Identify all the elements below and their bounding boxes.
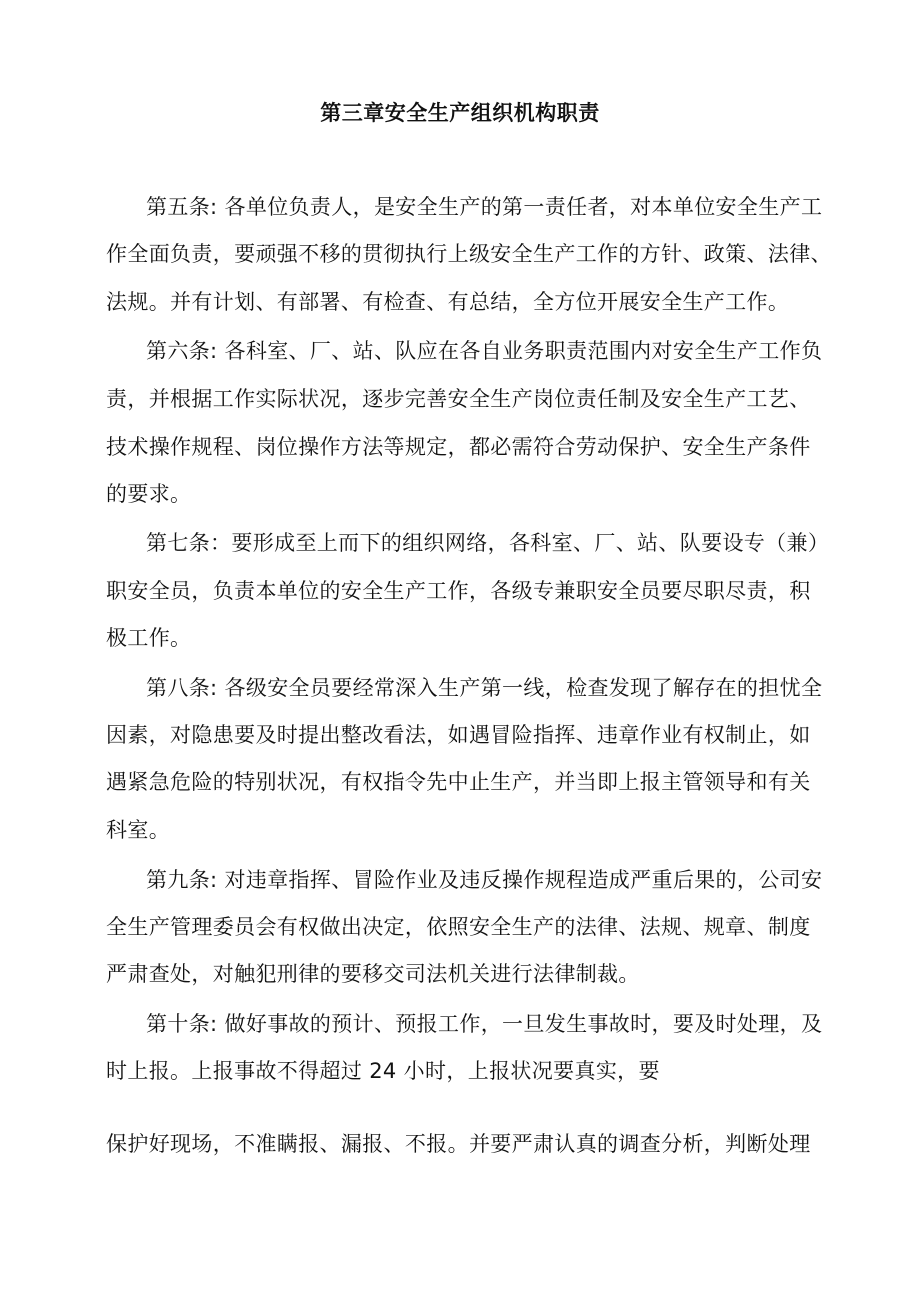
text-line: 时上报。上报事故不得超过 24 小时，上报状况要真实，要 <box>106 1059 660 1083</box>
text-line: 第七条：要形成至上而下的组织网络，各科室、厂、站、队要设专（兼） <box>146 531 830 555</box>
text-line: 科室。 <box>106 818 171 842</box>
text-line: 第五条: 各单位负责人，是安全生产的第一责任者，对本单位安全生产工 <box>146 195 823 219</box>
text-line: 极工作。 <box>106 626 192 650</box>
text-line: 的要求。 <box>106 482 192 506</box>
text-line: 第九条: 对违章指挥、冒险作业及违反操作规程造成严重后果的，公司安 <box>146 868 823 892</box>
text-line: 第八条: 各级安全员要经常深入生产第一线，检查发现了解存在的担忧全 <box>146 676 823 700</box>
text-line: 全生产管理委员会有权做出决定，依照安全生产的法律、法规、规章、制度 <box>106 915 811 939</box>
text-line: 严肃查处，对触犯刑律的要移交司法机关进行法律制裁。 <box>106 962 640 986</box>
text-line: 法规。并有计划、有部署、有检查、有总结，全方位开展安全生产工作。 <box>106 290 790 314</box>
text-line: 技术操作规程、岗位操作方法等规定，都必需符合劳动保护、安全生产条件 <box>106 435 811 459</box>
text-line: 职安全员，负责本单位的安全生产工作，各级专兼职安全员要尽职尽责，积 <box>106 579 811 603</box>
text-line: 保护好现场，不准瞒报、漏报、不报。并要严肃认真的调查分析，判断处理 <box>106 1132 811 1156</box>
text-line: 作全面负责，要顽强不移的贯彻执行上级安全生产工作的方针、政策、法律、 <box>106 242 832 266</box>
text-line: 因素，对隐患要及时提出整改看法，如遇冒险指挥、违章作业有权制止，如 <box>106 723 811 747</box>
text-line: 第十条: 做好事故的预计、预报工作，一旦发生事故时，要及时处理，及 <box>146 1012 823 1036</box>
text-line: 遇紧急危险的特别状况，有权指令先中止生产，并当即上报主管领导和有关 <box>106 770 811 794</box>
text-line: 第六条: 各科室、厂、站、队应在各自业务职责范围内对安全生产工作负 <box>146 339 823 363</box>
text-line: 责，并根据工作实际状况，逐步完善安全生产岗位责任制及安全生产工艺、 <box>106 387 811 411</box>
chapter-title: 第三章安全生产组织机构职责 <box>320 101 600 125</box>
